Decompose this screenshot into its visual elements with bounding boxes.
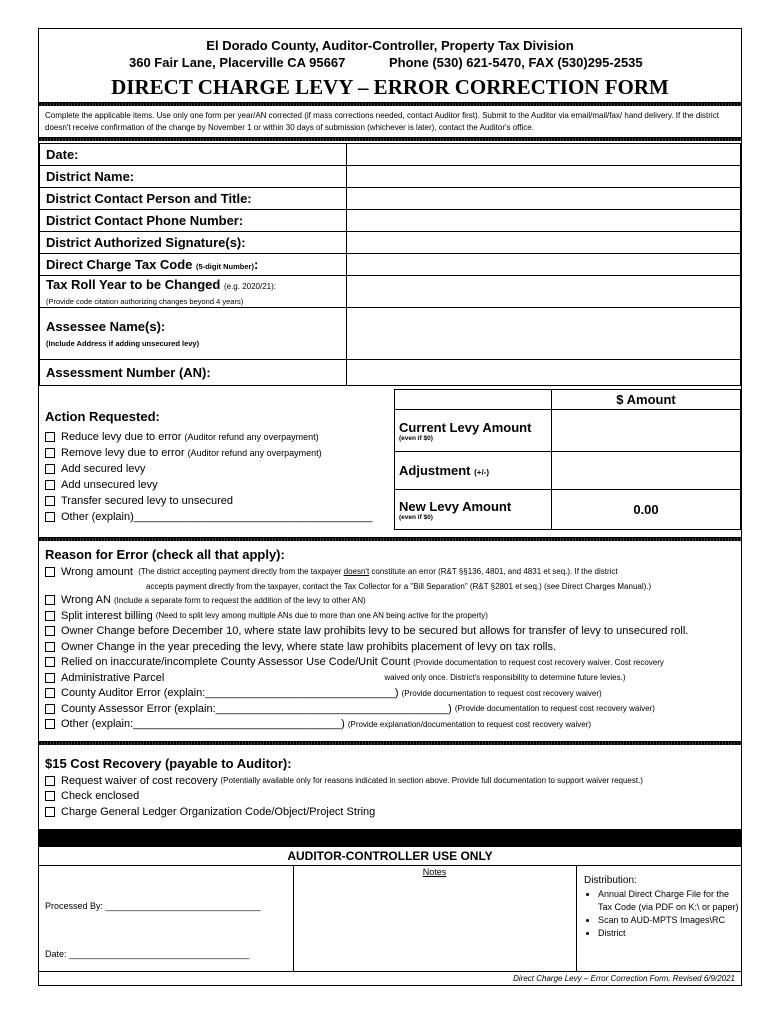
reason-label: Relied on inaccurate/incomplete County Assessor Use Code/Unit Count: [61, 656, 411, 669]
tax-roll-note: (Provide code citation authorizing changes beyond 4 years): [46, 296, 244, 306]
distribution-list: [584, 888, 741, 940]
reason-note: (Provide documentation to request cost recovery waiver): [454, 704, 655, 714]
action-item: [45, 493, 372, 509]
cost-title: $15 Cost Recovery (payable to Auditor):: [45, 756, 292, 771]
auditor-section: [39, 865, 741, 971]
cost-item: [45, 789, 737, 805]
header-rule: [39, 102, 741, 106]
reason-label: Owner Change before December 10, where state law prohibits levy to be secured but allows for transfer of levy to unsecured roll.: [61, 625, 689, 638]
checkbox[interactable]: [45, 657, 55, 667]
checkbox[interactable]: [45, 719, 55, 729]
reason-title: Reason for Error (check all that apply):: [45, 547, 285, 562]
reason-note: (Need to split levy among multiple ANs due to more than one AN being active for the property): [155, 611, 488, 621]
processed-date[interactable]: Date: ____________________________________: [45, 949, 250, 959]
auditor-title: AUDITOR-CONTROLLER USE ONLY: [39, 847, 741, 866]
reason-label: County Auditor Error (explain:_______________________________): [61, 687, 399, 700]
reason-section: [45, 547, 737, 732]
reason-item: [45, 593, 737, 609]
reason-label: Other (explain:__________________________________): [61, 718, 345, 731]
date-label: Date:: [40, 144, 347, 166]
action-label: Other (explain)_______________________________________: [61, 511, 373, 523]
current-levy-note: (even if $0): [399, 434, 433, 442]
new-levy-value[interactable]: 0.00: [552, 490, 741, 530]
reason-label: Administrative Parcel: [61, 671, 165, 684]
date-field[interactable]: [347, 144, 741, 166]
assessment-number-label: Assessment Number (AN):: [40, 360, 347, 386]
office-address: 360 Fair Lane, Placerville CA 95667: [129, 55, 346, 70]
adjustment-text: Adjustment: [399, 463, 471, 478]
reason-label: Owner Change in the year preceding the levy, where state law prohibits placement of levy on tax rolls.: [61, 640, 557, 653]
reason-item: [45, 701, 737, 717]
action-note: (Auditor refund any overpayment): [184, 432, 319, 442]
checkbox[interactable]: [45, 642, 55, 652]
amount-table: [394, 389, 741, 530]
notes-label: Notes: [422, 867, 447, 877]
amount-header: $ Amount: [552, 390, 741, 410]
district-info-table: [39, 143, 741, 386]
new-levy-text: New Levy Amount: [399, 498, 512, 514]
signature-field[interactable]: [347, 232, 741, 254]
adjustment-field[interactable]: [552, 452, 741, 490]
distribution-label: Distribution:: [584, 875, 637, 886]
auditor-processed-col: [39, 865, 294, 971]
reason-label: Split interest billing: [61, 609, 153, 622]
action-item: [45, 461, 372, 477]
reason-item: [45, 564, 737, 580]
adjustment-note: (+/-): [474, 468, 490, 477]
contact-person-field[interactable]: [347, 188, 741, 210]
instructions: Complete the applicable items. Use only one form per year/AN corrected (if mass corrections needed, contact Auditor first). Submit to the Auditor via email/mail/fax/ hand delivery. If the district doesn't receive confirmation of the change by November 1 or within 30 days of submission (whichever is later), contact the Auditor's office.: [45, 111, 719, 132]
reason-rule: [39, 741, 741, 745]
cost-note: (Potentially available only for reasons indicated in section above. Provide full documentation to support waiver request.): [220, 776, 643, 786]
checkbox[interactable]: [45, 704, 55, 714]
action-label: Add secured levy: [61, 463, 146, 475]
auditor-black-bar: [39, 829, 741, 847]
checkbox[interactable]: [45, 480, 55, 490]
current-levy-label: [395, 410, 552, 452]
tax-code-field[interactable]: [347, 254, 741, 276]
assessee-label: [40, 308, 347, 360]
distribution-item: • District: [598, 927, 741, 940]
amount-corner: [395, 390, 552, 410]
reason-item: [45, 639, 737, 655]
tax-roll-field[interactable]: [347, 276, 741, 308]
assessment-number-field[interactable]: [347, 360, 741, 386]
reason-note: (Provide documentation to request cost recovery waiver): [401, 688, 602, 698]
instructions-rule: [39, 137, 741, 141]
contact-phone-label: District Contact Phone Number:: [40, 210, 347, 232]
tax-code-colon: :: [253, 257, 259, 272]
auditor-notes-col[interactable]: [293, 865, 577, 971]
action-item: [45, 477, 372, 493]
distribution-item: • Scan to AUD-MPTS Images\RC: [598, 914, 741, 927]
reason-item: [45, 655, 737, 671]
reason-note-underlined: doesn't: [343, 567, 370, 577]
cost-item: [45, 804, 737, 820]
distribution-item: • Annual Direct Charge File for the Tax Code (via PDF on K:\ or paper): [598, 888, 741, 914]
checkbox[interactable]: [45, 567, 55, 577]
checkbox[interactable]: [45, 673, 55, 683]
reason-item: [45, 717, 737, 733]
tax-code-text: Direct Charge Tax Code: [46, 257, 193, 272]
assessee-field[interactable]: [347, 308, 741, 360]
checkbox[interactable]: [45, 512, 55, 522]
tax-roll-label: [40, 276, 347, 308]
tax-roll-text: Tax Roll Year to be Changed: [46, 276, 221, 292]
action-label: Reduce levy due to error: [61, 431, 182, 443]
reason-label: Wrong AN: [61, 594, 111, 607]
reason-note: (Provide explanation/documentation to request cost recovery waiver): [347, 719, 592, 729]
reason-item: [45, 608, 737, 624]
form-footer: [39, 971, 741, 986]
action-note: (Auditor refund any overpayment): [187, 448, 322, 458]
signature-label: District Authorized Signature(s):: [40, 232, 347, 254]
cost-label: Request waiver of cost recovery: [61, 774, 218, 787]
reason-item: [45, 670, 737, 686]
processed-by[interactable]: Processed By: _______________________________: [45, 901, 261, 911]
current-levy-field[interactable]: [552, 410, 741, 452]
district-name-field[interactable]: [347, 166, 741, 188]
action-label: Transfer secured levy to unsecured: [61, 495, 234, 507]
reason-note-cont: accepts payment directly from the taxpayer, contact the Tax Collector for a "Bill Separation" (R&T §2801 et seq.) (see Direct Charges Manual).): [146, 581, 652, 591]
adjustment-label: [395, 452, 552, 490]
action-item: [45, 445, 372, 461]
district-name-label: District Name:: [40, 166, 347, 188]
reason-note-b: constitute an error (R&T §§136, 4801, and 4831 et seq.). If the district: [371, 567, 618, 577]
reason-label: Wrong amount: [61, 565, 133, 578]
contact-person-label: District Contact Person and Title:: [40, 188, 347, 210]
reason-item: [45, 624, 737, 640]
action-label: Remove levy due to error: [61, 447, 185, 459]
revision-note: Direct Charge Levy – Error Correction Form, Revised 6/9/2021: [513, 974, 735, 983]
checkbox[interactable]: [45, 776, 55, 786]
cost-label: Charge General Ledger Organization Code/Object/Project String: [61, 805, 376, 818]
checkbox[interactable]: [45, 688, 55, 698]
action-item: [45, 429, 372, 445]
reason-label: County Assessor Error (explain:______________________________________): [61, 702, 452, 715]
checkbox[interactable]: [45, 611, 55, 621]
reason-note: (Include a separate form to request the addition of the levy to other AN): [113, 595, 366, 605]
tax-code-label: [40, 254, 347, 276]
new-levy-label: [395, 490, 552, 530]
action-list: [45, 429, 372, 525]
tax-roll-eg: (e.g. 2020/21):: [223, 281, 277, 291]
form-title: DIRECT CHARGE LEVY – ERROR CORRECTION FORM: [111, 75, 669, 99]
office-phone: Phone (530) 621-5470, FAX (530)295-2535: [389, 55, 643, 70]
contact-phone-field[interactable]: [347, 210, 741, 232]
reason-note-a: (The district accepting payment directly from the taxpayer: [138, 567, 342, 577]
form-frame: [38, 28, 742, 986]
checkbox[interactable]: [45, 807, 55, 817]
action-rule: [39, 537, 741, 541]
cost-item: [45, 773, 737, 789]
current-levy-text: Current Levy Amount: [399, 419, 532, 435]
action-item: [45, 509, 372, 525]
reason-note: [136, 567, 618, 576]
reason-note: waived only once. District's responsibility to determine future levies.): [384, 673, 626, 683]
cost-label: Check enclosed: [61, 790, 140, 803]
auditor-distribution-col: [576, 865, 741, 971]
checkbox[interactable]: [45, 464, 55, 474]
checkbox[interactable]: [45, 496, 55, 506]
action-label: Add unsecured levy: [61, 479, 158, 491]
reason-item: [45, 686, 737, 702]
cost-section: [45, 756, 737, 820]
assessee-text: Assessee Name(s):: [46, 318, 166, 334]
checkbox[interactable]: [45, 626, 55, 636]
reason-note: (Provide documentation to request cost recovery waiver. Cost recovery: [413, 657, 664, 667]
checkbox[interactable]: [45, 595, 55, 605]
new-levy-note: (even if $0): [399, 513, 433, 521]
tax-code-sub: (5-digit Number): [196, 262, 254, 271]
checkbox[interactable]: [45, 432, 55, 442]
checkbox[interactable]: [45, 448, 55, 458]
checkbox[interactable]: [45, 791, 55, 801]
action-title: Action Requested:: [45, 409, 160, 424]
office-name: El Dorado County, Auditor-Controller, Property Tax Division: [206, 38, 574, 53]
assessee-note: (Include Address if adding unsecured levy): [46, 338, 200, 348]
